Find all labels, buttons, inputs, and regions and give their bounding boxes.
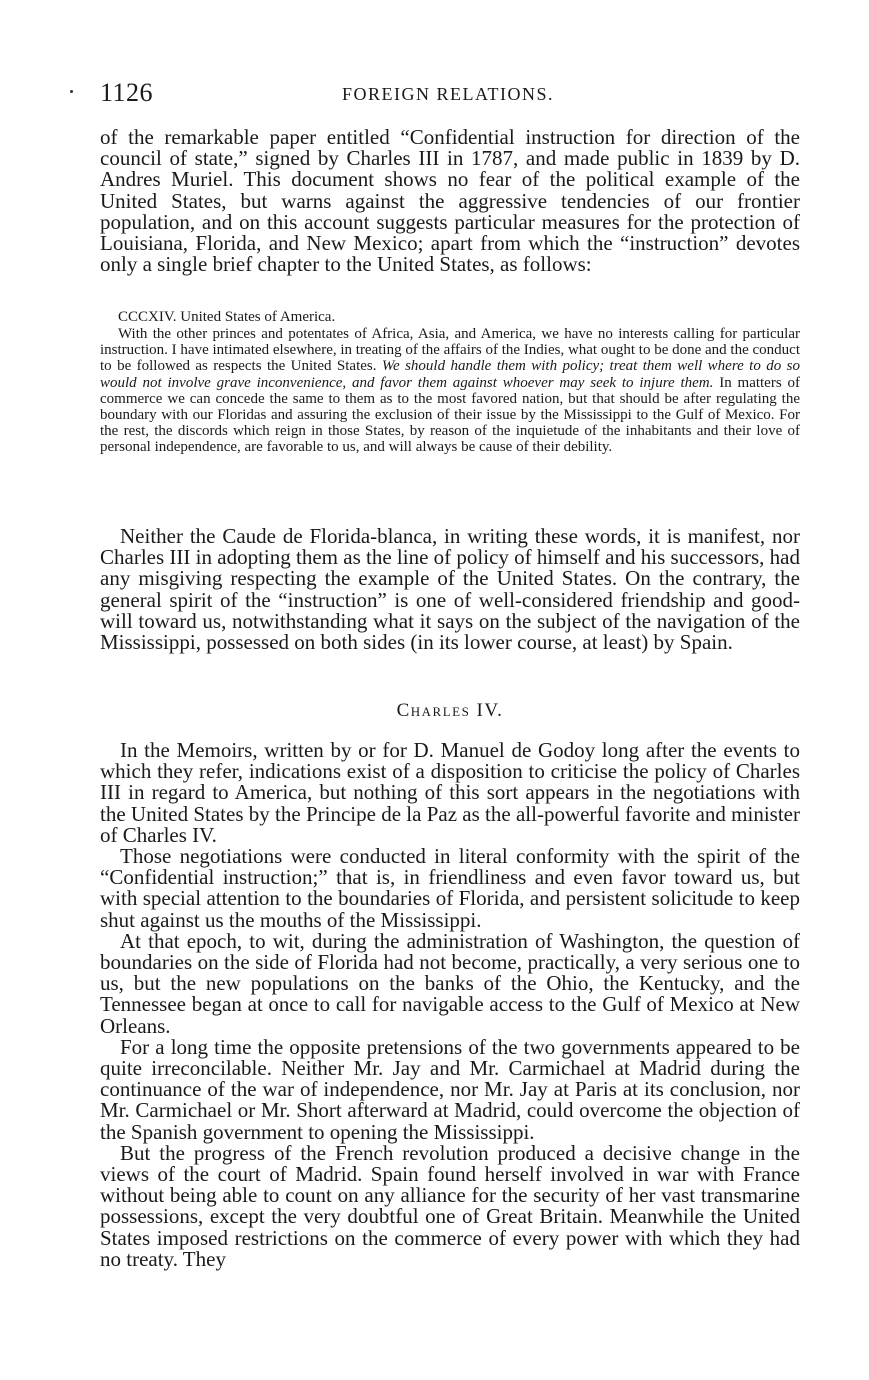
margin-mark [70, 90, 73, 93]
paragraph-florida-blanca: Neither the Caude de Florida-blanca, in writing these words, it is manifest, nor Charles III in adopting them as the line of policy of himself and his successors, had any misgiving respecting the example of the United States. On the contrary, the general spirit of the “instruction” is one of well-considered friendship and good-will toward us, notwithstanding what it says on the subject of the navigation of the Mississippi, possessed on both sides (in its lower course, at least) by Spain. [100, 524, 800, 655]
paragraph-epoch: At that epoch, to wit, during the administration of Washington, the question of boundaries on the side of Florida had not become, practically, a very serious one to us, but the new populations on the banks of the Ohio, the Kentucky, and the Tennessee began at once to call for navigable access to the Gulf of Mexico at New Orleans. [100, 928, 800, 1038]
block-quote [100, 308, 800, 456]
paragraph-memoirs: In the Memoirs, written by or for D. Manuel de Godoy long after the events to which they refer, indications exist of a disposition to criticise the policy of Charles III in regard to America, but nothing of this sort appears in the negotiations with the United States by the Principe de la Paz as the all-powerful favorite and minister of Charles IV. [100, 738, 800, 847]
quote-text-part-1: With the other princes and potentates of Africa, Asia, and America, we have no interests calling for particular instruction. I have intimated elsewhere, in treating of the affairs of the Indies, what ought to be done and the conduct to be followed as respects the United States. [100, 326, 800, 375]
quote-heading: CCCXIV. United States of America. [118, 309, 336, 325]
section-heading-block [100, 700, 800, 722]
paragraph-florida-blanca-block [100, 526, 800, 653]
running-head: FOREIGN RELATIONS. [342, 84, 555, 104]
page-number: 1126 [100, 78, 154, 107]
paragraph-intro: of the remarkable paper entitled “Confidential instruction for direction of the council of state,” signed by Charles III in 1787, and made public in 1839 by D. Andres Muriel. This document shows no fear of the political example of the United States, but warns against the aggressive tendencies of our frontier population, and on this account suggests particular measures for the protection of Louisiana, Florida, and New Mexico; apart from which the “instruction” devotes only a single brief chapter to the United States, as follows: [100, 125, 800, 277]
page-header [100, 78, 800, 108]
paragraph-pretensions: For a long time the opposite pretensions of the two governments appeared to be quite irreconcilable. Neither Mr. Jay and Mr. Carmichael at Madrid during the continuance of the war of independence, nor Mr. Jay at Paris at its conclusion, nor Mr. Carmichael or Mr. Short afterward at Madrid, could overcome the objection of the Spanish government to opening the Mississippi. [100, 1034, 800, 1144]
paragraph-french-revolution: But the progress of the French revolution produced a decisive change in the views of the court of Madrid. Spain found herself involved in war with France without being able to count on any alliance for the security of her vast transmarine possessions, except the very doubtful one of Great Britain. Meanwhile the United States imposed restrictions on the commerce of every power with which they had no treaty. They [100, 1140, 800, 1271]
quote-text-part-2: In matters of commerce we can concede the same to them as to the most favored nation, but that should be after regulating the boundary with our Floridas and assuring the exclusion of their issue by the Mississippi to the Gulf of Mexico. For the rest, the discords which reign in those States, by reason of the inquietude of the inhabitants and their love of personal independence, are favorable to us, and will always be cause of their debility. [100, 374, 800, 456]
quote-emphasis: We should handle them with policy; treat them well where to do so would not involve grave inconvenience, and favor them against whoever may seek to injure them. [100, 358, 800, 391]
section-heading: Charles IV. [396, 700, 504, 721]
body-section-charles-iv [100, 740, 800, 1270]
paragraph-intro-block [100, 127, 800, 275]
paragraph-negotiations: Those negotiations were conducted in literal conformity with the spirit of the “Confidential instruction;” that is, in friendliness and even favor toward us, but with special attention to the boundaries of Florida, and persistent solicitude to keep shut against us the mouths of the Mississippi. [100, 844, 800, 932]
quote-text [100, 326, 800, 456]
